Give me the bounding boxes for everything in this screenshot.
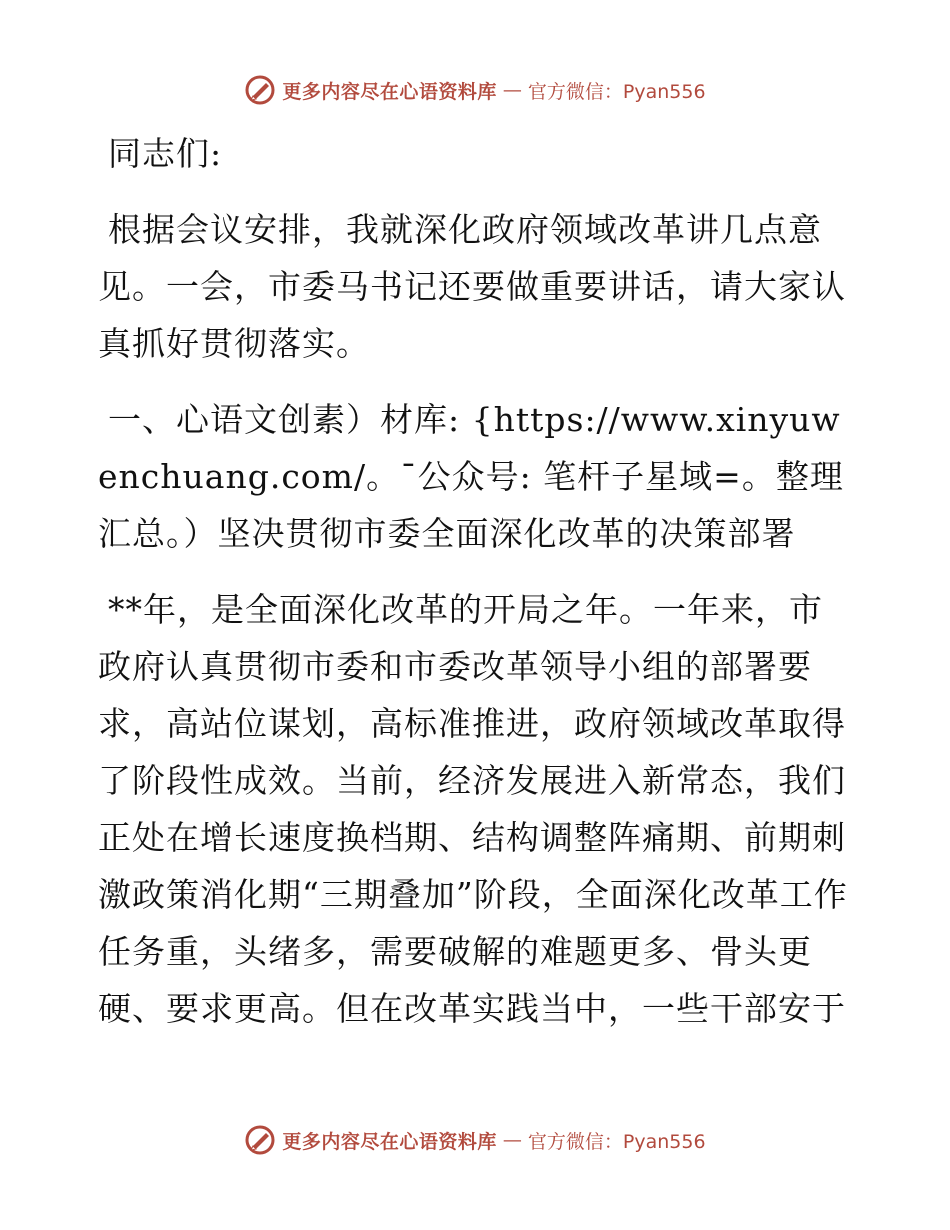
paragraph-intro: 根据会议安排，我就深化政府领域改革讲几点意见。一会，市委马书记还要做重要讲话，请大家认真抓好贯彻落实。 xyxy=(98,210,846,363)
watermark-text: 更多内容尽在心语资料库 xyxy=(282,80,497,103)
pen-logo-icon xyxy=(244,1124,276,1156)
watermark-separator: — xyxy=(502,1129,522,1151)
document-body xyxy=(98,125,850,1056)
salutation: 同志们: xyxy=(108,134,223,173)
watermark-separator: — xyxy=(502,79,522,101)
watermark-footer xyxy=(0,1120,950,1160)
watermark-text: 更多内容尽在心语资料库 xyxy=(282,1130,497,1153)
watermark-wechat: 官方微信：Pyan556 xyxy=(527,80,706,103)
watermark-wechat: 官方微信：Pyan556 xyxy=(527,1130,706,1153)
paragraph-body: **年，是全面深化改革的开局之年。一年来，市政府认真贯彻市委和市委改革领导小组的部署要求，高站位谋划，高标准推进，政府领域改革取得了阶段性成效。当前，经济发展进入新常态，我们正处在增长速度换档期、结构调整阵痛期、前期刺激政策消化期“三期叠加”阶段，全面深化改革工作任务重，头绪多，需要破解的难题更多、骨头更硬、要求更高。但在改革实践当中，一些干部安于 xyxy=(98,590,848,1028)
watermark-header xyxy=(0,70,950,110)
section-heading-one: 一、心语文创素）材库: {https://www.xinyuwenchuang.com/。¯公众号: 笔杆子星域=。整理汇总。）坚决贯彻市委全面深化改革的决策部署 xyxy=(98,400,844,553)
pen-logo-icon xyxy=(244,74,276,106)
